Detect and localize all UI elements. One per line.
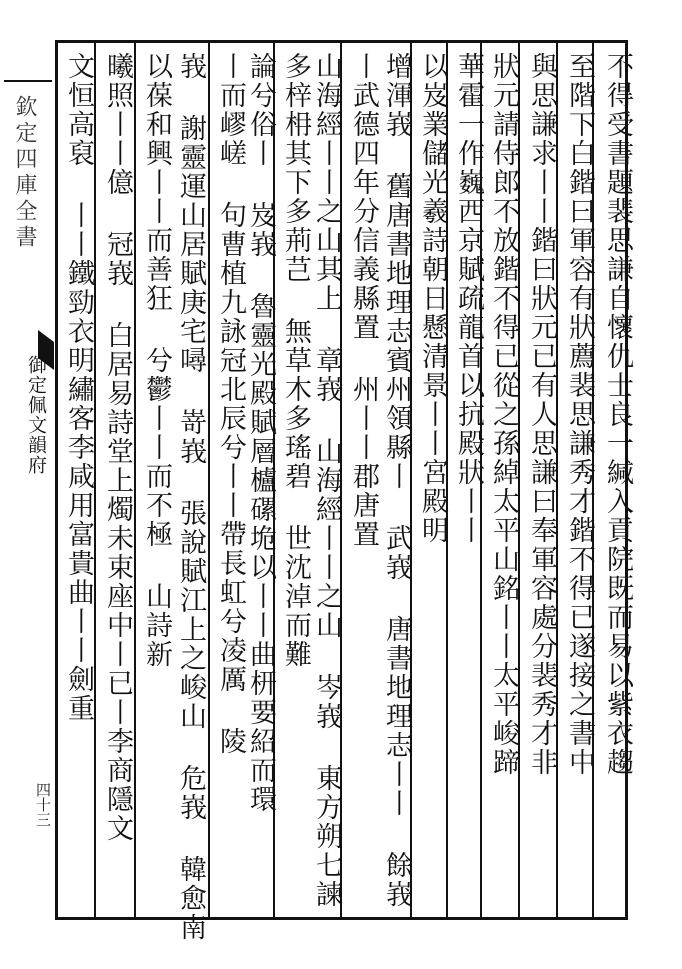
text-column-8: 丨武德四年分信義縣置 州丨丨郡唐置 (348, 52, 379, 549)
section-title: 御定佩文韻府 (25, 355, 47, 475)
text-column-7: 增渾峩 舊唐書地理志賓州領縣丨 武峩 唐書地理志丨丨 餘峩 (381, 52, 412, 909)
text-column-1: 不得受書題裴思謙自懷仇士良一緘入貢院既而易以紫衣趨 (602, 52, 633, 777)
text-column-14: 以葆和興丨丨而善狂 兮鬱丨丨而不極 山詩新 (141, 52, 172, 669)
text-column-13: 峩 謝靈運山居賦庚宅噚 嵜峩 張說賦江上之峻山 危峩 韓愈南 (175, 52, 206, 942)
text-column-5: 華霍一作巍西京賦疏龍首以抗殿狀丨丨 (453, 52, 484, 545)
text-column-10: 多梓枏其下多荊芑 無草木多瑤碧 世沈淖而難 (280, 52, 311, 669)
page-gutter (0, 40, 55, 920)
gutter-top-rule (4, 80, 52, 82)
text-column-2: 至階下白鍇曰軍容有狀薦裴思謙秀才鍇不得已遂接之書中 (564, 52, 595, 777)
text-column-3: 與思謙求丨丨鍇曰狀元已有人思謙曰奉軍容處分裴秀才非 (526, 52, 557, 777)
book-title: 欽定四庫全書 (12, 95, 37, 251)
text-column-9: 山海經丨丨之山其上 章峩 山海經丨丨之山 岑峩 東方朔七諫 (311, 52, 342, 909)
text-column-12: 丨而嵺嵯 句曹植九詠冠北辰兮丨丨帶長虹兮凌厲 陵 (215, 52, 246, 756)
text-column-6: 以岌業儲光羲詩朝日懸清景丨丨宮殿明 (417, 52, 448, 545)
page-number: 四十三 (34, 782, 52, 827)
text-column-4: 狀元請侍郎不放鍇不得已從之孫綽太平山銘丨丨太平峻蹄 (488, 52, 519, 777)
text-column-15: 曦照丨丨億 冠峩 白居易詩堂上燭未束座中丨已丨李商隱文 (102, 52, 133, 843)
text-column-11: 論兮俗丨 岌峩 魯靈光殿賦層櫨磥垝以丨丨曲枅要紹而環 (245, 52, 276, 814)
text-column-16: 文恒高裒 丨丨鐵勁衣明繡客李咸用富貴曲丨丨劍重 (63, 52, 94, 723)
